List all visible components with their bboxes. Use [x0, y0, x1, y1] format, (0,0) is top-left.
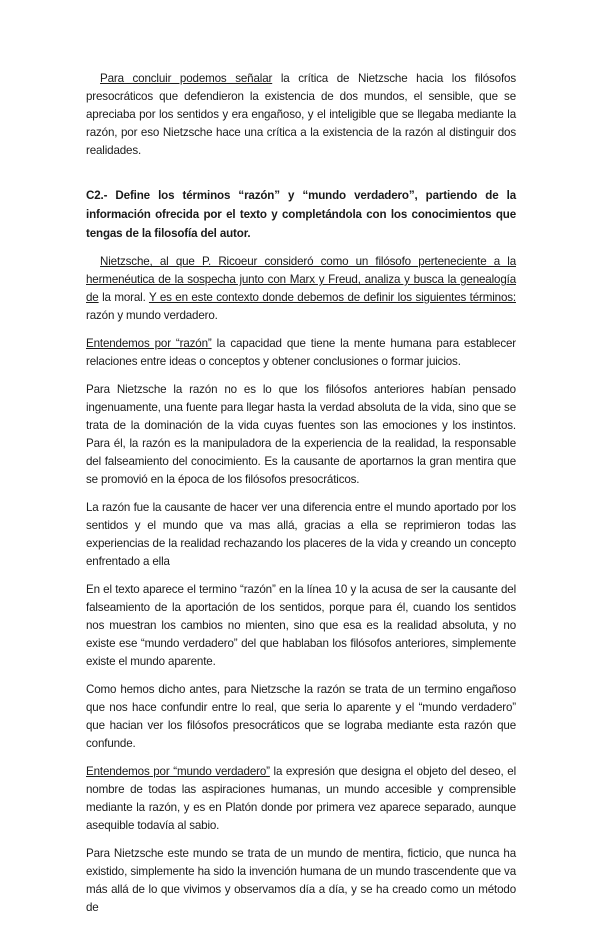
paragraph-razon-causa: La razón fue la causante de hacer ver una diferencia entre el mundo aportado por los sentidos y el mundo que va mas allá, gracias a ella se reprimieron todas las experiencias de la realidad rechazando los placeres de la vida y creando un concepto enfrentado a ella — [86, 501, 516, 568]
underlined-phrase: Y es en este contexto donde debemos de definir los siguientes términos: — [148, 291, 516, 304]
underlined-term: Entendemos por “mundo verdadero” — [86, 765, 270, 778]
paragraph-razon-resumen: Como hemos dicho antes, para Nietzsche la razón se trata de un termino engañoso que nos hace confundir entre lo real, que seria lo aparente y el “mundo verdadero” que hacian ver los filósofos presocráticos que se lograba mediante esta razón que confunde. — [86, 683, 516, 750]
paragraph-razon-nietzsche: Para Nietzsche la razón no es lo que los filósofos anteriores habían pensado ingenuamente, una fuente para llegar hasta la verdad absoluta de la vida, sino que se trata de la dominación de la vida cuyas fuentes son las emociones y los instintos. Para él, la razón es la manipuladora de la experiencia de la realidad, la responsable del falseamiento del conocimiento. Es la causante de aportarnos la gran mentira que se promovió en la época de los filósofos presocráticos. — [86, 383, 516, 486]
paragraph-text: la capacidad que tiene la mente humana para establecer relaciones entre ideas o conceptos y obtener conclusiones o formar juicios. — [86, 337, 517, 368]
paragraph-text: razón y mundo verdadero. — [86, 309, 218, 322]
document-body — [86, 70, 516, 927]
paragraph-mundo-definition — [86, 763, 516, 835]
underlined-phrase: Para concluir podemos señalar — [100, 72, 273, 85]
question-heading: C2.- Define los términos “razón” y “mundo verdadero”, partiendo de la información ofrecida por el texto y completándola con los conocimientos que tengas de la filosofía del autor. — [86, 189, 516, 240]
paragraph-razon-texto: En el texto aparece el termino “razón” en la línea 10 y la acusa de ser la causante del falseamiento de la aportación de los sentidos, porque para él, cuando los sentidos nos muestran los cambios no mienten, sino que esa es la realidad absoluta, y no existe ese “mundo verdadero” del que hablaban los filósofos anteriores, simplemente existe el mundo aparente. — [86, 583, 516, 668]
paragraph-razon-definition — [86, 335, 516, 371]
underlined-term: Entendemos por “razón” — [86, 337, 212, 350]
paragraph-conclusion — [86, 70, 516, 160]
paragraph-mundo-nietzsche: Para Nietzsche este mundo se trata de un mundo de mentira, ficticio, que nunca ha existido, simplemente ha sido la invención humana de un mundo trascendente que va más allá de lo que vivimos y observamos día a día, y se ha creado como un método de — [86, 847, 516, 914]
paragraph-text: la crítica de Nietzsche hacia los filósofos presocráticos que defendieron la existencia de dos mundos, el sensible, que se apreciaba por los sentidos y era engañoso, y el inteligible que se llegaba mediante la razón, por eso Nietzsche hace una crítica a la existencia de la razón al distinguir dos realidades. — [86, 72, 516, 157]
underlined-phrase: Nietzsche, al que P. Ricoeur consideró como un filósofo perteneciente a la hermenéutica de la sospecha junto con Marx y Freud, analiza y busca la genealogía de — [86, 255, 516, 304]
paragraph-text: la expresión que designa el objeto del deseo, el nombre de todas las aspiraciones humanas, un mundo accesible y comprensible mediante la razón, y es en Platón donde por primera vez aparece separado, aunque asequible todavía al sabio. — [86, 765, 517, 832]
paragraph-text: la moral. — [98, 291, 149, 304]
paragraph-intro — [86, 253, 516, 325]
